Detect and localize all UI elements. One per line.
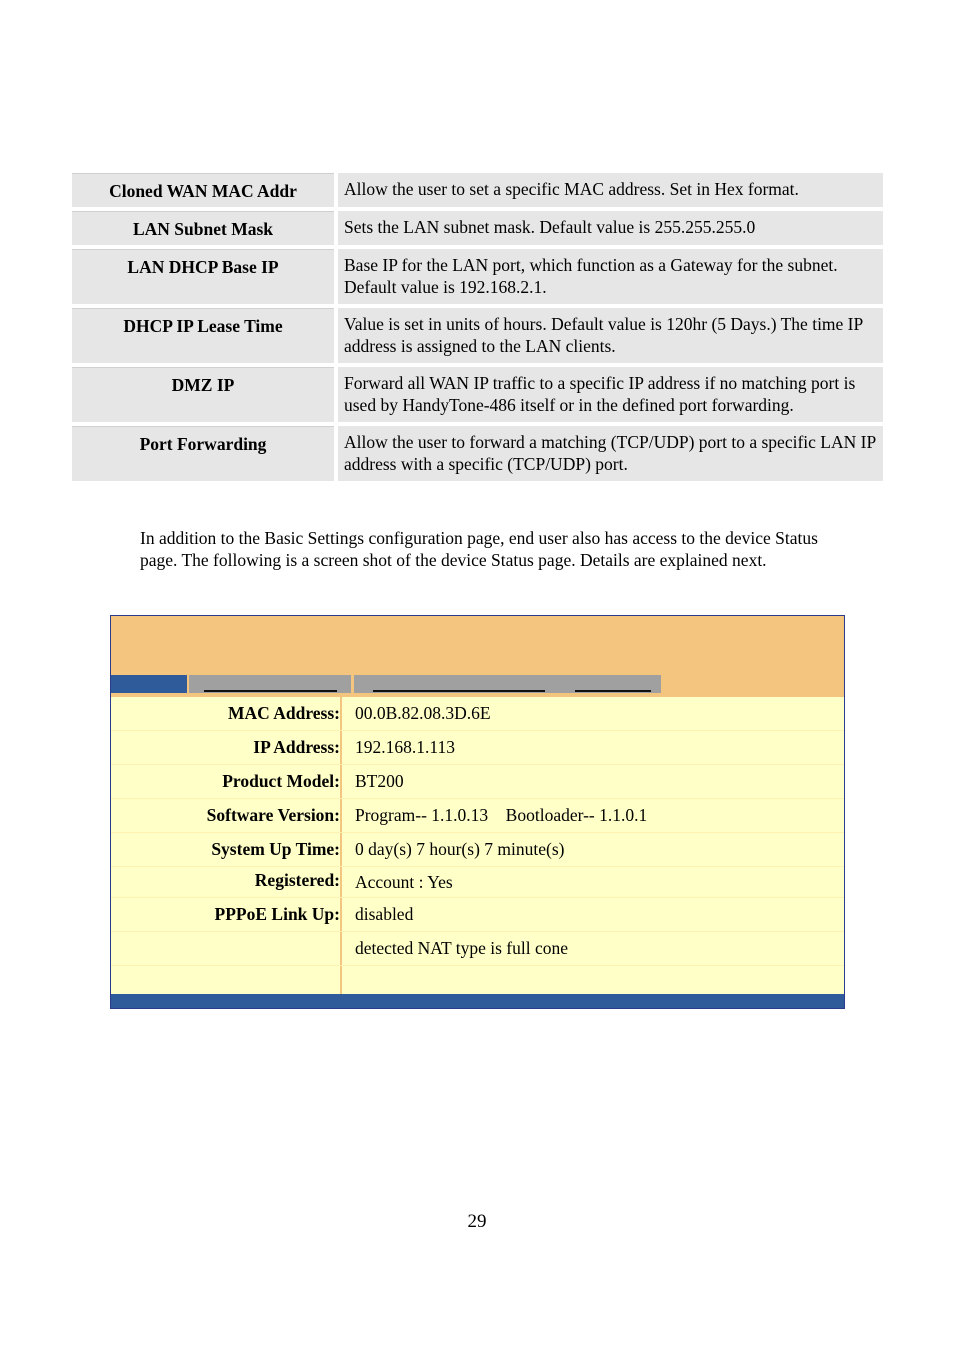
status-label <box>111 932 340 965</box>
settings-table <box>72 173 883 485</box>
setting-name: Port Forwarding <box>72 426 334 481</box>
status-label: Software Version: <box>111 799 340 832</box>
tab-active[interactable] <box>111 675 187 693</box>
tab-underline <box>204 690 337 692</box>
tab-basic-settings[interactable] <box>189 675 351 693</box>
status-value: 192.168.1.113 <box>342 731 844 764</box>
status-value: Program-- 1.1.0.13 Bootloader-- 1.1.0.1 <box>342 799 844 832</box>
status-value: 00.0B.82.08.3D.6E <box>342 697 844 730</box>
status-row <box>111 697 844 731</box>
setting-description: Base IP for the LAN port, which function as a Gateway for the subnet. Default value is 192.168.2.1. <box>338 249 883 304</box>
setting-name: Cloned WAN MAC Addr <box>72 173 334 207</box>
setting-description: Allow the user to forward a matching (TCP/UDP) port to a specific LAN IP address with a specific (TCP/UDP) port. <box>338 426 883 481</box>
status-value: disabled <box>342 898 844 931</box>
tab-underline <box>373 690 545 692</box>
status-value: detected NAT type is full cone <box>342 932 844 965</box>
status-row <box>111 833 844 867</box>
tab-underline <box>575 690 651 692</box>
status-label: PPPoE Link Up: <box>111 898 340 931</box>
tab-advanced-settings[interactable] <box>354 675 661 693</box>
setting-name: DMZ IP <box>72 367 334 422</box>
status-value: 0 day(s) 7 hour(s) 7 minute(s) <box>342 833 844 866</box>
status-label: MAC Address: <box>111 697 340 730</box>
status-row <box>111 932 844 966</box>
status-label: IP Address: <box>111 731 340 764</box>
setting-name: LAN DHCP Base IP <box>72 249 334 304</box>
setting-name: DHCP IP Lease Time <box>72 308 334 363</box>
setting-description: Value is set in units of hours. Default value is 120hr (5 Days.) The time IP address is assigned to the LAN clients. <box>338 308 883 363</box>
status-label: Registered: <box>111 867 340 897</box>
status-value: Account : Yes <box>342 867 844 897</box>
status-row <box>111 731 844 765</box>
status-row <box>111 799 844 833</box>
settings-row <box>72 211 883 245</box>
status-label: System Up Time: <box>111 833 340 866</box>
intro-paragraph: In addition to the Basic Settings configuration page, end user also has access to the device Status page. The following is a screen shot of the device Status page. Details are explained next. <box>140 528 818 570</box>
settings-row <box>72 367 883 422</box>
tab-strip <box>111 675 844 697</box>
status-label <box>111 966 340 997</box>
status-row <box>111 898 844 932</box>
settings-row <box>72 308 883 363</box>
status-page-screenshot <box>110 615 845 1009</box>
settings-row <box>72 249 883 304</box>
status-row <box>111 867 844 898</box>
setting-description: Allow the user to set a specific MAC address. Set in Hex format. <box>338 173 883 207</box>
settings-row <box>72 173 883 207</box>
status-value <box>342 966 844 997</box>
setting-description: Forward all WAN IP traffic to a specific IP address if no matching port is used by HandyTone-486 itself or in the defined port forwarding. <box>338 367 883 422</box>
status-value: BT200 <box>342 765 844 798</box>
status-rows <box>111 697 844 998</box>
status-row <box>111 765 844 799</box>
page-number: 29 <box>467 1211 487 1232</box>
settings-row <box>72 426 883 481</box>
status-label: Product Model: <box>111 765 340 798</box>
footer-bar <box>111 994 844 1008</box>
setting-name: LAN Subnet Mask <box>72 211 334 245</box>
setting-description: Sets the LAN subnet mask. Default value is 255.255.255.0 <box>338 211 883 245</box>
